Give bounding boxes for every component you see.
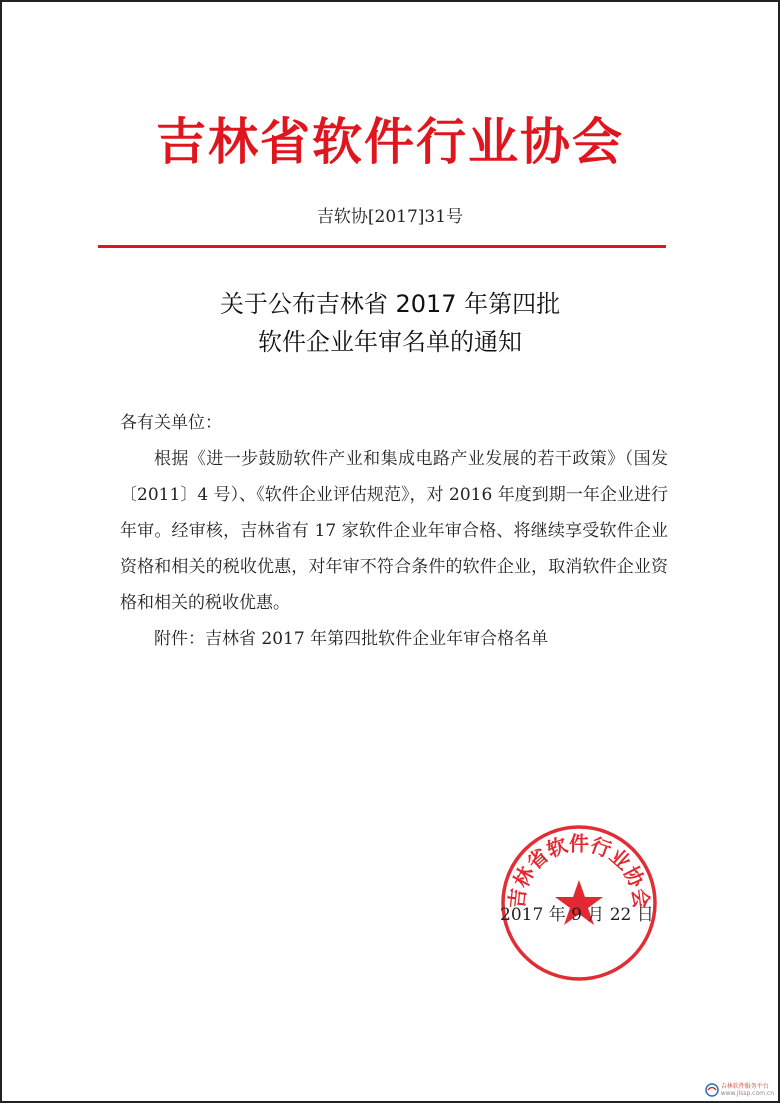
platform-logo-icon — [705, 1083, 719, 1097]
red-divider — [98, 245, 666, 248]
organization-header: 吉林省软件行业协会 — [156, 112, 624, 171]
notice-body — [120, 405, 668, 657]
attachment-note: 附件：吉林省 2017 年第四批软件企业年审合格名单 — [154, 629, 549, 649]
site-watermark — [705, 1083, 774, 1097]
watermark-url: www.jlssp.com.cn — [720, 1090, 774, 1097]
title-line-1: 关于公布吉林省 2017 年第四批 — [219, 290, 561, 318]
body-paragraph: 根据《进一步鼓励软件产业和集成电路产业发展的若干政策》（国发〔2011〕4 号）、《软件企业评估规范》，对 2016 年度到期一年企业进行年审。经审核，吉林省有 17 家软件企业年审合格、将继续享受软件企业资格和相关的税收优惠，对年审不符合条件的软件企业，取消软件企业资格和相关的税收优惠。 — [120, 449, 668, 613]
signing-date: 2017 年 9 月 22 日 — [500, 905, 654, 925]
seal-text: 吉林省软件行业协会 — [504, 831, 654, 910]
salutation: 各有关单位： — [120, 413, 222, 433]
title-line-2: 软件企业年审名单的通知 — [258, 328, 522, 356]
watermark-name: 吉林软件服务平台 — [720, 1083, 769, 1090]
notice-title — [2, 285, 778, 361]
document-number: 吉软协[2017]31号 — [316, 207, 464, 227]
